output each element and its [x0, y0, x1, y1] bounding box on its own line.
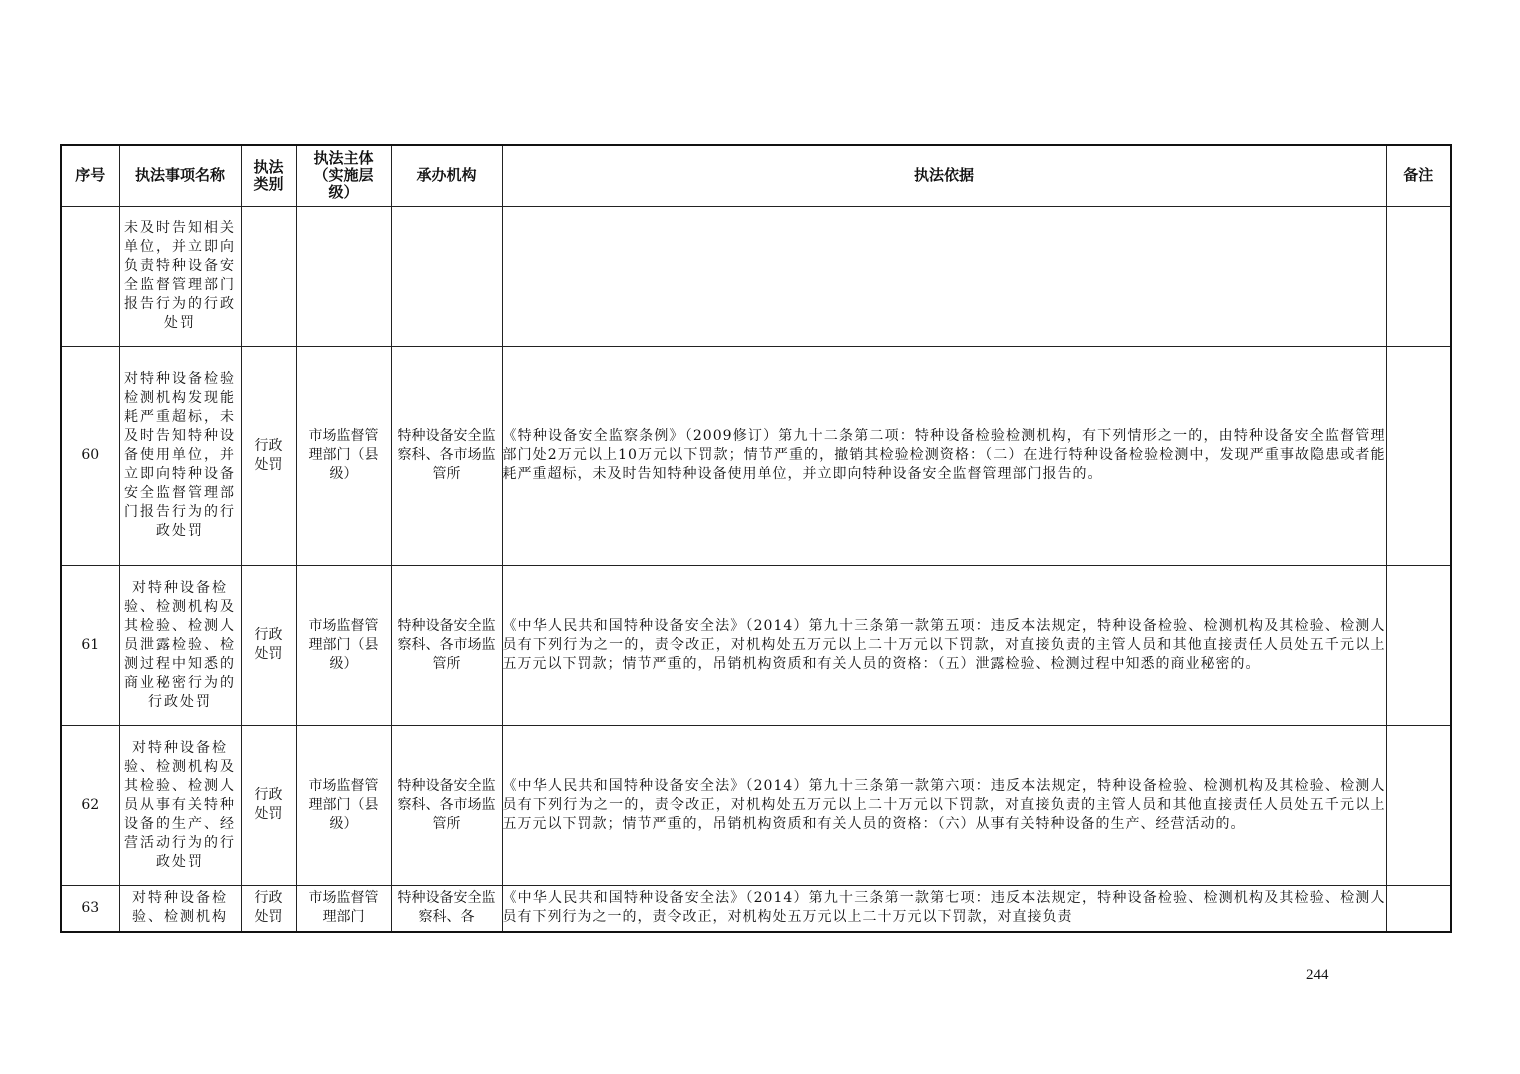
item-name: 对特种设备检验、检测机构	[119, 885, 241, 932]
remarks	[1386, 885, 1451, 932]
handling-organization: 特种设备安全监察科、各市场监管所	[391, 346, 502, 565]
header-basis: 执法依据	[502, 145, 1386, 206]
enforcement-category: 行政处罚	[241, 885, 296, 932]
enforcement-subject: 市场监督管理部门（县级）	[296, 725, 391, 885]
item-name: 对特种设备检验检测机构发现能耗严重超标，未及时告知特种设备使用单位，并立即向特种设备安全监督管理部门报告行为的行政处罚	[119, 346, 241, 565]
header-note: 备注	[1386, 145, 1451, 206]
table-row	[61, 725, 1451, 885]
enforcement-subject: 市场监督管理部门（县级）	[296, 346, 391, 565]
item-name: 未及时告知相关单位，并立即向负责特种设备安全监督管理部门报告行为的行政处罚	[119, 206, 241, 346]
table-row	[61, 346, 1451, 565]
row-number: 62	[61, 725, 119, 885]
enforcement-category: 行政处罚	[241, 565, 296, 725]
handling-organization	[391, 206, 502, 346]
enforcement-category: 行政处罚	[241, 346, 296, 565]
enforcement-table	[60, 144, 1452, 933]
item-name: 对特种设备检验、检测机构及其检验、检测人员泄露检验、检测过程中知悉的商业秘密行为的行政处罚	[119, 565, 241, 725]
header-name: 执法事项名称	[119, 145, 241, 206]
header-subject: 执法主体（实施层级）	[296, 145, 391, 206]
table-row	[61, 206, 1451, 346]
legal-basis: 《中华人民共和国特种设备安全法》（2014）第九十三条第一款第七项：违反本法规定，特种设备检验、检测机构及其检验、检测人员有下列行为之一的，责令改正，对机构处五万元以上二十万元以下罚款，对直接负责	[502, 885, 1386, 932]
handling-organization: 特种设备安全监察科、各	[391, 885, 502, 932]
page-number: 244	[1306, 967, 1329, 983]
enforcement-category	[241, 206, 296, 346]
row-number: 61	[61, 565, 119, 725]
header-no: 序号	[61, 145, 119, 206]
remarks	[1386, 565, 1451, 725]
row-number	[61, 206, 119, 346]
legal-basis: 《中华人民共和国特种设备安全法》（2014）第九十三条第一款第六项：违反本法规定，特种设备检验、检测机构及其检验、检测人员有下列行为之一的，责令改正，对机构处五万元以上二十万元以下罚款，对直接负责的主管人员和其他直接责任人员处五千元以上五万元以下罚款；情节严重的，吊销机构资质和有关人员的资格：（六）从事有关特种设备的生产、经营活动的。	[502, 725, 1386, 885]
enforcement-subject: 市场监督管理部门	[296, 885, 391, 932]
header-row	[61, 145, 1451, 206]
table-row	[61, 885, 1451, 932]
header-org: 承办机构	[391, 145, 502, 206]
legal-basis: 《特种设备安全监察条例》（2009修订）第九十二条第二项：特种设备检验检测机构，有下列情形之一的，由特种设备安全监督管理部门处2万元以上10万元以下罚款；情节严重的，撤销其检验检测资格：（二）在进行特种设备检验检测中，发现严重事故隐患或者能耗严重超标，未及时告知特种设备使用单位，并立即向特种设备安全监督管理部门报告的。	[502, 346, 1386, 565]
remarks	[1386, 206, 1451, 346]
remarks	[1386, 346, 1451, 565]
handling-organization: 特种设备安全监察科、各市场监管所	[391, 725, 502, 885]
enforcement-subject: 市场监督管理部门（县级）	[296, 565, 391, 725]
table-row	[61, 565, 1451, 725]
handling-organization: 特种设备安全监察科、各市场监管所	[391, 565, 502, 725]
legal-basis: 《中华人民共和国特种设备安全法》（2014）第九十三条第一款第五项：违反本法规定，特种设备检验、检测机构及其检验、检测人员有下列行为之一的，责令改正，对机构处五万元以上二十万元以下罚款，对直接负责的主管人员和其他直接责任人员处五千元以上五万元以下罚款；情节严重的，吊销机构资质和有关人员的资格：（五）泄露检验、检测过程中知悉的商业秘密的。	[502, 565, 1386, 725]
item-name: 对特种设备检验、检测机构及其检验、检测人员从事有关特种设备的生产、经营活动行为的行政处罚	[119, 725, 241, 885]
enforcement-subject	[296, 206, 391, 346]
legal-basis	[502, 206, 1386, 346]
row-number: 63	[61, 885, 119, 932]
header-category: 执法类别	[241, 145, 296, 206]
enforcement-category: 行政处罚	[241, 725, 296, 885]
remarks	[1386, 725, 1451, 885]
row-number: 60	[61, 346, 119, 565]
